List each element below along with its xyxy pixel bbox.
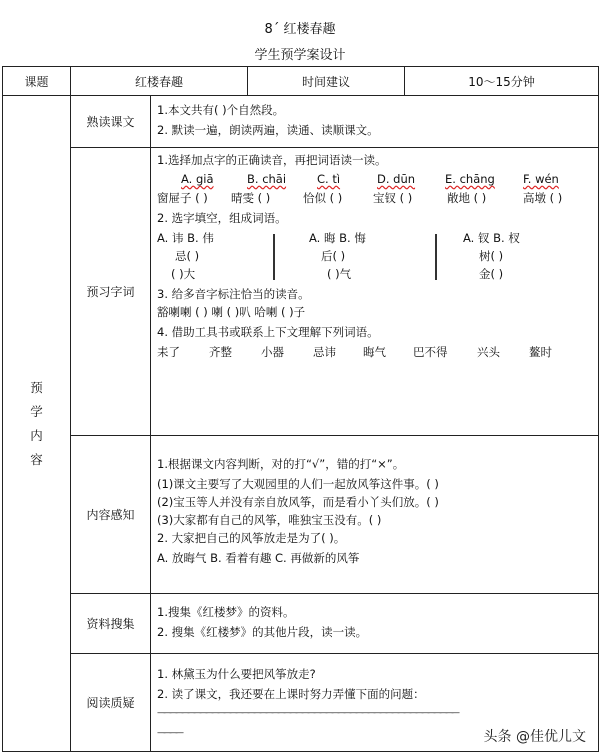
vocab-q3: 3. 给多音字标注恰当的读音。 (157, 287, 310, 301)
word-4: 宝钗 ( ) (373, 191, 413, 205)
row-body-content (151, 436, 599, 594)
question-line-1: 1. 林黛玉为什么要把风筝放走? (157, 667, 316, 681)
group-2-blank-2: ( )气 (327, 267, 352, 281)
time-label: 时间建议 (248, 67, 405, 96)
vocab-q1: 1.选择加点字的正确读音，再把词语读一读。 (157, 153, 387, 167)
worksheet-table (2, 66, 599, 752)
content-line-4: (3)大家都有自己的风筝，唯独宝玉没有。( ) (157, 513, 382, 527)
term-5: 晦气 (363, 345, 386, 359)
content-line-2: (1)课文主要写了大观园里的人们一起放风筝这件事。( ) (157, 477, 439, 491)
term-7: 兴头 (477, 345, 500, 359)
section-label-cell (3, 96, 71, 752)
page-subtitle: 学生预学案设计 (254, 48, 346, 63)
answer-line-2: ———— (157, 728, 181, 738)
content-line-6: A. 放晦气 B. 看着有趣 C. 再做新的风筝 (157, 551, 360, 565)
topic-label: 课题 (3, 67, 71, 96)
vocab-q4: 4. 借助工具书或联系上下文理解下列词语。 (157, 325, 379, 339)
row-research (3, 594, 599, 654)
row-content (3, 436, 599, 594)
group-divider-2 (435, 234, 437, 280)
watermark: 头条 @佳优儿文 (480, 725, 590, 747)
word-2: 晴雯 ( ) (231, 191, 271, 205)
section-label: 预学内容 (30, 379, 43, 467)
row-label-vocab: 预习字词 (71, 148, 151, 436)
research-line-2: 2. 搜集《红楼梦》的其他片段，读一读。 (157, 625, 368, 639)
read-line-2: 2. 默读一遍，朗读两遍，读通、读顺课文。 (157, 123, 379, 137)
content-line-1: 1.根据课文内容判断，对的打“√”，错的打“×”。 (157, 457, 405, 471)
row-read-text (3, 96, 599, 148)
pinyin-d: D. dūn (377, 172, 416, 186)
lesson-title: 8ˊ 红楼春趣 (264, 22, 336, 37)
word-6: 高墩 ( ) (523, 191, 563, 205)
group-2-blank-1: 后( ) (321, 249, 346, 263)
row-body-research (151, 594, 599, 654)
pinyin-b: B. chāi (247, 172, 287, 186)
row-body-read (151, 96, 599, 148)
content-line-3: (2)宝玉等人并没有亲自放风筝，而是看小丫头们放。( ) (157, 495, 439, 509)
pinyin-c: C. tì (317, 172, 341, 186)
row-label-read: 熟读课文 (71, 96, 151, 148)
content-line-5: 2. 大家把自己的风筝放走是为了( )。 (157, 531, 346, 545)
group-3-blank-2: 金( ) (479, 267, 504, 281)
term-6: 巴不得 (413, 345, 448, 359)
group-divider-1 (273, 234, 275, 280)
term-4: 忌讳 (313, 345, 336, 359)
row-vocab (3, 148, 599, 436)
pinyin-f: F. wén (523, 172, 559, 186)
term-2: 齐整 (209, 345, 232, 359)
header-row (3, 67, 599, 96)
group-1-options: A. 讳 B. 伟 (157, 231, 214, 245)
group-3-options: A. 钗 B. 杈 (463, 231, 520, 245)
topic-value: 红楼春趣 (71, 67, 248, 96)
term-8: 鳌时 (529, 345, 552, 359)
pinyin-e: E. chāng (445, 172, 495, 186)
row-label-research: 资料搜集 (71, 594, 151, 654)
pinyin-a: A. giā (181, 172, 214, 186)
group-3-blank-1: 树( ) (479, 249, 504, 263)
research-line-1: 1.搜集《红楼梦》的资料。 (157, 605, 295, 619)
vocab-q3-line: 豁喇喇 ( ) 喇 ( )叭 哈喇 ( )子 (157, 305, 306, 319)
term-3: 小器 (261, 345, 284, 359)
question-line-2: 2. 读了课文，我还要在上课时努力弄懂下面的问题： (157, 687, 425, 701)
time-value: 10～15分钟 (405, 67, 599, 96)
answer-line-1: —————————————————————————————————————————————————— (157, 708, 457, 718)
word-5: 敞地 ( ) (447, 191, 487, 205)
group-1-blank-2: ( )大 (171, 267, 196, 281)
group-1-blank-1: 忌( ) (175, 249, 200, 263)
word-1: 窗屉子 ( ) (157, 191, 208, 205)
row-label-questions: 阅读质疑 (71, 654, 151, 752)
group-2-options: A. 晦 B. 悔 (309, 231, 366, 245)
term-1: 耒了 (157, 345, 180, 359)
vocab-q2: 2. 选字填空，组成词语。 (157, 211, 287, 225)
read-line-1: 1.本文共有( )个自然段。 (157, 103, 285, 117)
row-label-content: 内容感知 (71, 436, 151, 594)
row-body-vocab (151, 148, 599, 436)
word-3: 恰似 ( ) (303, 191, 343, 205)
